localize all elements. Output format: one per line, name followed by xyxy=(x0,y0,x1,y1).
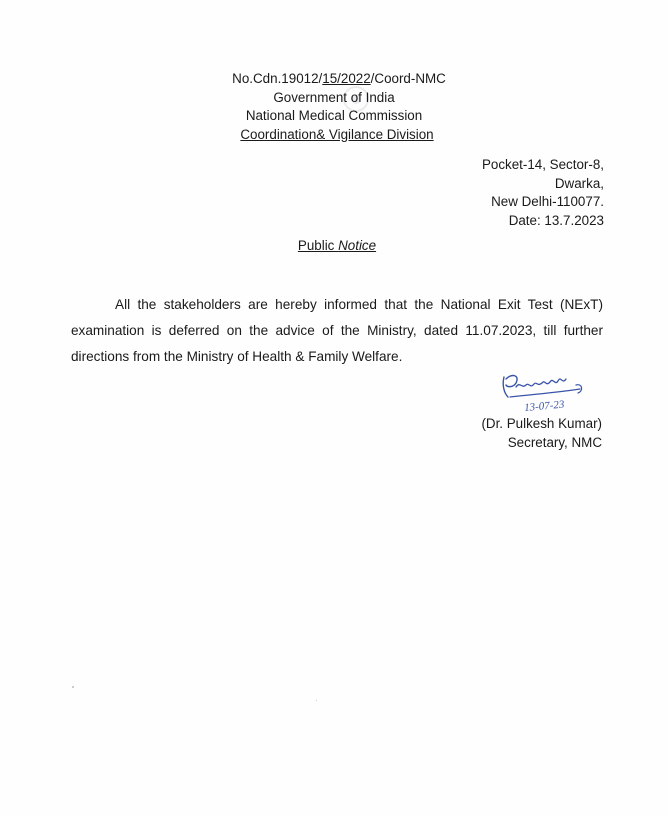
address-line-3: New Delhi-110077. xyxy=(491,194,604,209)
notice-body-text: All the stakeholders are hereby informed that the National Exit Test (NExT) examination is deferred on the advice of the Ministry, dated 11.07.2023, till further directions from the Ministry of Health & Family Welfare. xyxy=(71,297,603,364)
reference-number: No.Cdn.19012/15/2022/Coord-NMC xyxy=(232,71,446,86)
scan-speck xyxy=(316,700,317,701)
government-line: Government of India xyxy=(273,89,395,105)
signature-image xyxy=(498,367,594,411)
address-line-2: Dwarka, xyxy=(554,175,604,191)
division-name: Coordination& Vigilance Division xyxy=(240,126,434,142)
notice-date: Date: 13.7.2023 xyxy=(508,212,604,228)
svg-text:13-07-23: 13-07-23 xyxy=(523,398,565,411)
address-line-1: Pocket-14, Sector-8, xyxy=(481,157,604,172)
signatory-name: (Dr. Pulkesh Kumar) xyxy=(481,416,602,431)
handwritten-signature xyxy=(498,367,594,411)
signatory-designation: Secretary, NMC xyxy=(507,435,602,450)
signatory-block xyxy=(481,414,602,452)
scan-speck xyxy=(72,686,74,688)
letter-header xyxy=(0,70,668,144)
notice-title: Public Notice xyxy=(297,238,377,253)
address-block xyxy=(482,156,604,230)
notice-body xyxy=(71,292,603,370)
commission-name: National Medical Commission xyxy=(245,108,423,123)
